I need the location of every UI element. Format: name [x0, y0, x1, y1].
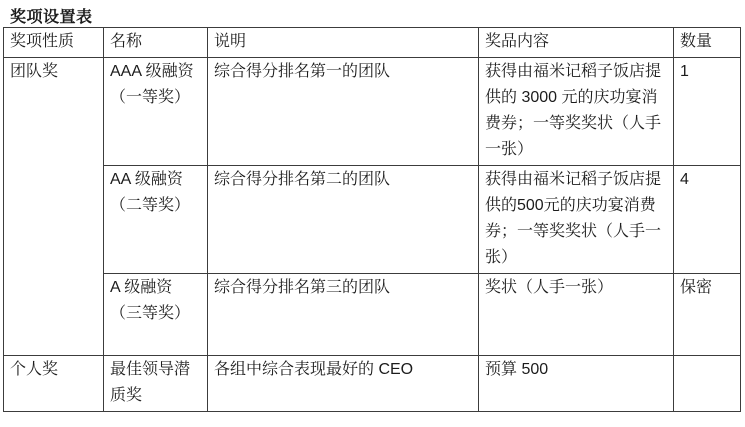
table-row	[4, 58, 741, 166]
cell-category-individual: 个人奖	[4, 356, 104, 412]
table-row	[4, 356, 741, 412]
cell-award-desc: 综合得分排名第二的团队	[208, 166, 479, 274]
table-row	[4, 274, 741, 356]
cell-award-desc: 综合得分排名第三的团队	[208, 274, 479, 356]
cell-award-prize: 预算 500	[479, 356, 674, 412]
cell-award-qty: 1	[674, 58, 741, 166]
column-header-desc: 说明	[208, 28, 479, 58]
column-header-name: 名称	[104, 28, 208, 58]
cell-award-name: AA 级融资（二等奖）	[104, 166, 208, 274]
table-title: 奖项设置表	[10, 9, 93, 26]
cell-award-name: 最佳领导潜质奖	[104, 356, 208, 412]
table-row	[4, 166, 741, 274]
cell-award-name: AAA 级融资（一等奖）	[104, 58, 208, 166]
cell-award-desc: 各组中综合表现最好的 CEO	[208, 356, 479, 412]
cell-award-prize: 获得由福米记稻子饭店提供的 3000 元的庆功宴消费券；一等奖奖状（人手一张）	[479, 58, 674, 166]
column-header-qty: 数量	[674, 28, 741, 58]
header-row	[4, 28, 741, 58]
cell-award-name: A 级融资（三等奖）	[104, 274, 208, 356]
column-header-prize: 奖品内容	[479, 28, 674, 58]
cell-category-team: 团队奖	[4, 58, 104, 356]
cell-award-desc: 综合得分排名第一的团队	[208, 58, 479, 166]
cell-award-qty	[674, 356, 741, 412]
cell-award-prize: 获得由福米记稻子饭店提供的500元的庆功宴消费券；一等奖奖状（人手一张）	[479, 166, 674, 274]
column-header-category: 奖项性质	[4, 28, 104, 58]
cell-award-qty: 4	[674, 166, 741, 274]
cell-award-qty: 保密	[674, 274, 741, 356]
cell-award-prize: 奖状（人手一张）	[479, 274, 674, 356]
awards-table	[3, 27, 741, 412]
